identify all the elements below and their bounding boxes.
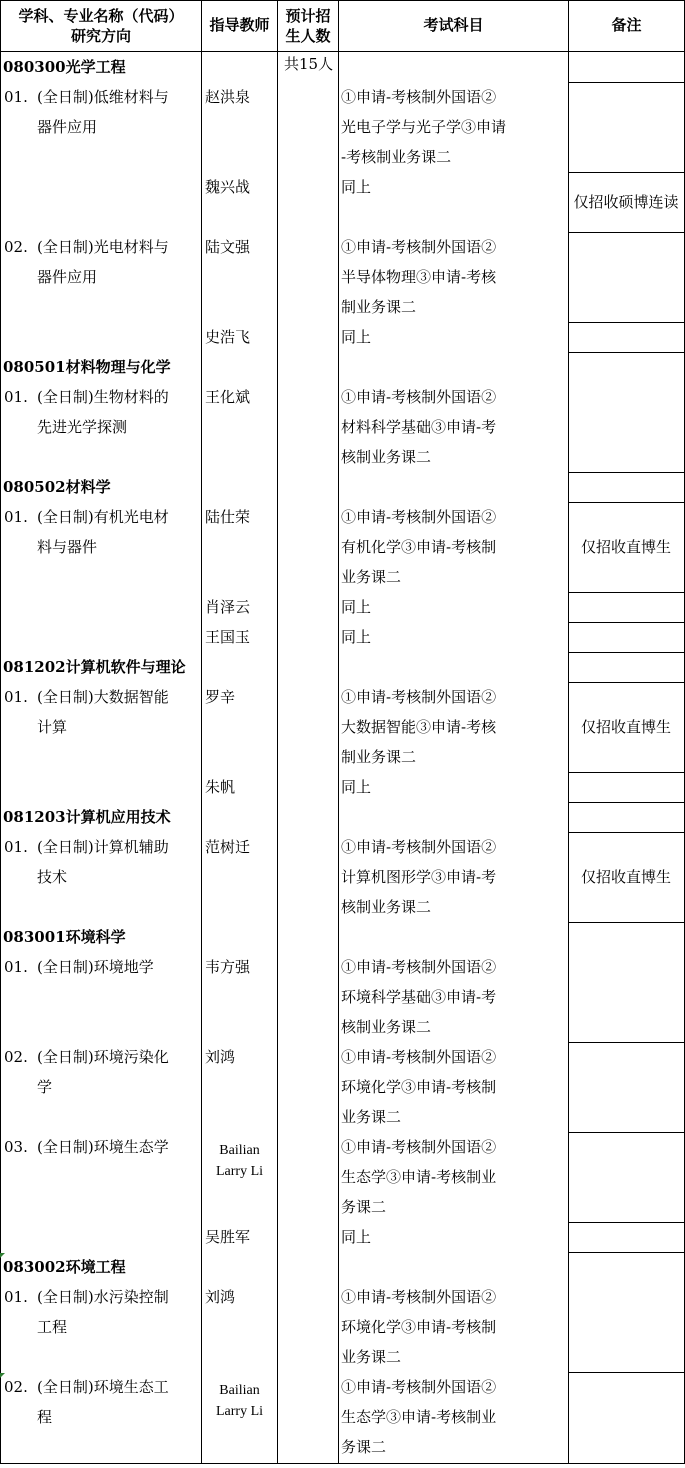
advisor-name: 陆仕荣	[205, 508, 251, 526]
notes-cell-divider	[568, 922, 685, 923]
table-border-bottom	[0, 1463, 685, 1464]
notes-cell-divider	[568, 592, 685, 593]
exam-subjects: ①申请-考核制外国语②	[341, 688, 497, 706]
exam-subjects-cont: 核制业务课二	[341, 898, 432, 916]
exam-subjects: ①申请-考核制外国语②	[341, 1048, 497, 1066]
direction-name-cont: 料与器件	[37, 538, 98, 556]
exam-subjects-cont: 核制业务课二	[341, 1018, 432, 1036]
exam-subjects-cont: 务课二	[341, 1198, 387, 1216]
notes-cell-divider	[568, 682, 685, 683]
exam-subjects: ①申请-考核制外国语②	[341, 1138, 497, 1156]
advisor-name: 刘鸿	[205, 1048, 236, 1066]
direction-name: (全日制)环境地学	[37, 958, 154, 976]
notes-cell-divider	[568, 1252, 685, 1253]
direction-name-cont: 学	[37, 1078, 53, 1096]
advisor-name: 陆文强	[205, 238, 251, 256]
direction-number: 01.	[4, 688, 28, 706]
section-title: 083001环境科学	[3, 928, 126, 946]
notes-cell-divider	[568, 802, 685, 803]
direction-number: 01.	[4, 838, 28, 856]
header-col-major: 学科、专业名称（代码）	[18, 7, 184, 25]
exam-subjects-cont: 环境化学③申请-考核制	[341, 1318, 497, 1336]
direction-number: 02.	[4, 238, 28, 256]
exam-subjects: ①申请-考核制外国语②	[341, 508, 497, 526]
enrollment-total: 共15人	[284, 55, 334, 73]
section-title: 081202计算机软件与理论	[3, 658, 186, 676]
exam-subjects: ①申请-考核制外国语②	[341, 1378, 497, 1396]
advisor-name: 罗辛	[205, 688, 236, 706]
direction-name-cont: 程	[37, 1408, 53, 1426]
advisor-name: Bailian	[219, 1383, 260, 1398]
direction-name: (全日制)有机光电材	[37, 508, 169, 526]
exam-subjects: ①申请-考核制外国语②	[341, 838, 497, 856]
direction-number: 02.	[4, 1378, 28, 1396]
direction-name: (全日制)环境污染化	[37, 1048, 169, 1066]
direction-name: (全日制)环境生态学	[37, 1138, 169, 1156]
notes-cell-divider	[568, 232, 685, 233]
direction-number: 01.	[4, 958, 28, 976]
table-border-left	[0, 0, 1, 1464]
advisor-name: 肖泽云	[205, 598, 251, 616]
advisor-name: 王化斌	[205, 388, 251, 406]
header-col-quota-1: 预计招	[285, 7, 331, 25]
exam-subjects-cont: 光电子学与光子学③申请	[341, 118, 507, 136]
notes-cell-divider	[568, 82, 685, 83]
notes-cell-divider	[568, 502, 685, 503]
header-col-notes: 备注	[611, 16, 642, 34]
exam-subjects-cont: 制业务课二	[341, 748, 417, 766]
exam-subjects: 同上	[341, 778, 372, 796]
advisor-name: 范树迁	[205, 838, 251, 856]
section-title: 080502材料学	[3, 478, 111, 496]
notes-cell-divider	[568, 1042, 685, 1043]
section-title: 083002环境工程	[3, 1258, 126, 1276]
direction-number: 01.	[4, 508, 28, 526]
direction-number: 01.	[4, 1288, 28, 1306]
direction-name-cont: 先进光学探测	[37, 418, 128, 436]
notes-cell-divider	[568, 352, 685, 353]
direction-name: (全日制)大数据智能	[37, 688, 169, 706]
advisor-name: 刘鸿	[205, 1288, 236, 1306]
exam-subjects: 同上	[341, 178, 372, 196]
notes-cell-divider	[568, 832, 685, 833]
header-col-direction: 研究方向	[70, 27, 131, 45]
remark-note: 仅招收直博生	[580, 868, 671, 886]
direction-name-cont: 计算	[37, 718, 68, 736]
notes-cell-divider	[568, 1132, 685, 1133]
advisor-name-cont: Larry Li	[215, 1404, 264, 1419]
exam-subjects-cont: 生态学③申请-考核制业	[341, 1408, 497, 1426]
advisor-name: 赵洪泉	[205, 88, 251, 106]
notes-cell-divider	[568, 1372, 685, 1373]
direction-number: 01.	[4, 388, 28, 406]
remark-note: 仅招收硕博连读	[573, 193, 679, 211]
exam-subjects: ①申请-考核制外国语②	[341, 1288, 497, 1306]
advisor-name: 王国玉	[205, 628, 251, 646]
direction-name-cont: 工程	[37, 1318, 68, 1336]
advisor-name: Bailian	[219, 1143, 260, 1158]
advisor-name: 史浩飞	[205, 328, 251, 346]
notes-cell-divider	[568, 1222, 685, 1223]
exam-subjects: ①申请-考核制外国语②	[341, 88, 497, 106]
exam-subjects-cont: -考核制业务课二	[341, 148, 452, 166]
column-divider-2	[277, 0, 278, 1464]
exam-subjects-cont: 材料科学基础③申请-考	[341, 418, 497, 436]
advisor-name-cont: Larry Li	[215, 1164, 264, 1179]
header-col-advisor: 指导教师	[209, 16, 270, 34]
exam-subjects-cont: 业务课二	[341, 1348, 402, 1366]
notes-cell-divider	[568, 322, 685, 323]
exam-subjects: ①申请-考核制外国语②	[341, 238, 497, 256]
exam-subjects: 同上	[341, 628, 372, 646]
exam-subjects-cont: 半导体物理③申请-考核	[341, 268, 497, 286]
header-col-quota-2: 生人数	[285, 27, 331, 45]
exam-subjects: 同上	[341, 1228, 372, 1246]
exam-subjects-cont: 务课二	[341, 1438, 387, 1456]
direction-name: (全日制)计算机辅助	[37, 838, 169, 856]
direction-number: 01.	[4, 88, 28, 106]
notes-cell-divider	[568, 622, 685, 623]
remark-note: 仅招收直博生	[580, 538, 671, 556]
exam-subjects: 同上	[341, 328, 372, 346]
exam-subjects: 同上	[341, 598, 372, 616]
notes-cell-divider	[568, 772, 685, 773]
notes-cell-divider	[568, 472, 685, 473]
section-title: 080501材料物理与化学	[3, 358, 171, 376]
exam-subjects-cont: 环境化学③申请-考核制	[341, 1078, 497, 1096]
direction-number: 02.	[4, 1048, 28, 1066]
remark-note: 仅招收直博生	[580, 718, 671, 736]
notes-cell-divider	[568, 652, 685, 653]
advisor-name: 吴胜军	[205, 1228, 251, 1246]
exam-subjects-cont: 核制业务课二	[341, 448, 432, 466]
direction-name-cont: 技术	[37, 868, 68, 886]
exam-subjects-cont: 大数据智能③申请-考核	[341, 718, 497, 736]
advisor-name: 朱帆	[205, 778, 236, 796]
table-border-top	[0, 0, 685, 1]
exam-subjects-cont: 环境科学基础③申请-考	[341, 988, 497, 1006]
column-divider-1	[201, 0, 202, 1464]
exam-subjects-cont: 制业务课二	[341, 298, 417, 316]
header-col-exam: 考试科目	[423, 16, 484, 34]
exam-subjects-cont: 业务课二	[341, 1108, 402, 1126]
advisor-name: 魏兴战	[205, 178, 251, 196]
section-title: 080300光学工程	[3, 58, 126, 76]
direction-name: (全日制)环境生态工	[37, 1378, 169, 1396]
exam-subjects-cont: 计算机图形学③申请-考	[341, 868, 497, 886]
exam-subjects-cont: 有机化学③申请-考核制	[341, 538, 497, 556]
advisor-name: 韦方强	[205, 958, 251, 976]
notes-cell-divider	[568, 172, 685, 173]
direction-name-cont: 器件应用	[37, 118, 98, 136]
direction-name: (全日制)水污染控制	[37, 1288, 169, 1306]
column-divider-3	[338, 0, 339, 1464]
direction-number: 03.	[4, 1138, 28, 1156]
exam-subjects: ①申请-考核制外国语②	[341, 958, 497, 976]
section-title: 081203计算机应用技术	[3, 808, 171, 826]
direction-name-cont: 器件应用	[37, 268, 98, 286]
exam-subjects: ①申请-考核制外国语②	[341, 388, 497, 406]
exam-subjects-cont: 生态学③申请-考核制业	[341, 1168, 497, 1186]
direction-name: (全日制)生物材料的	[37, 388, 169, 406]
exam-subjects-cont: 业务课二	[341, 568, 402, 586]
direction-name: (全日制)光电材料与	[37, 238, 169, 256]
direction-name: (全日制)低维材料与	[37, 88, 169, 106]
